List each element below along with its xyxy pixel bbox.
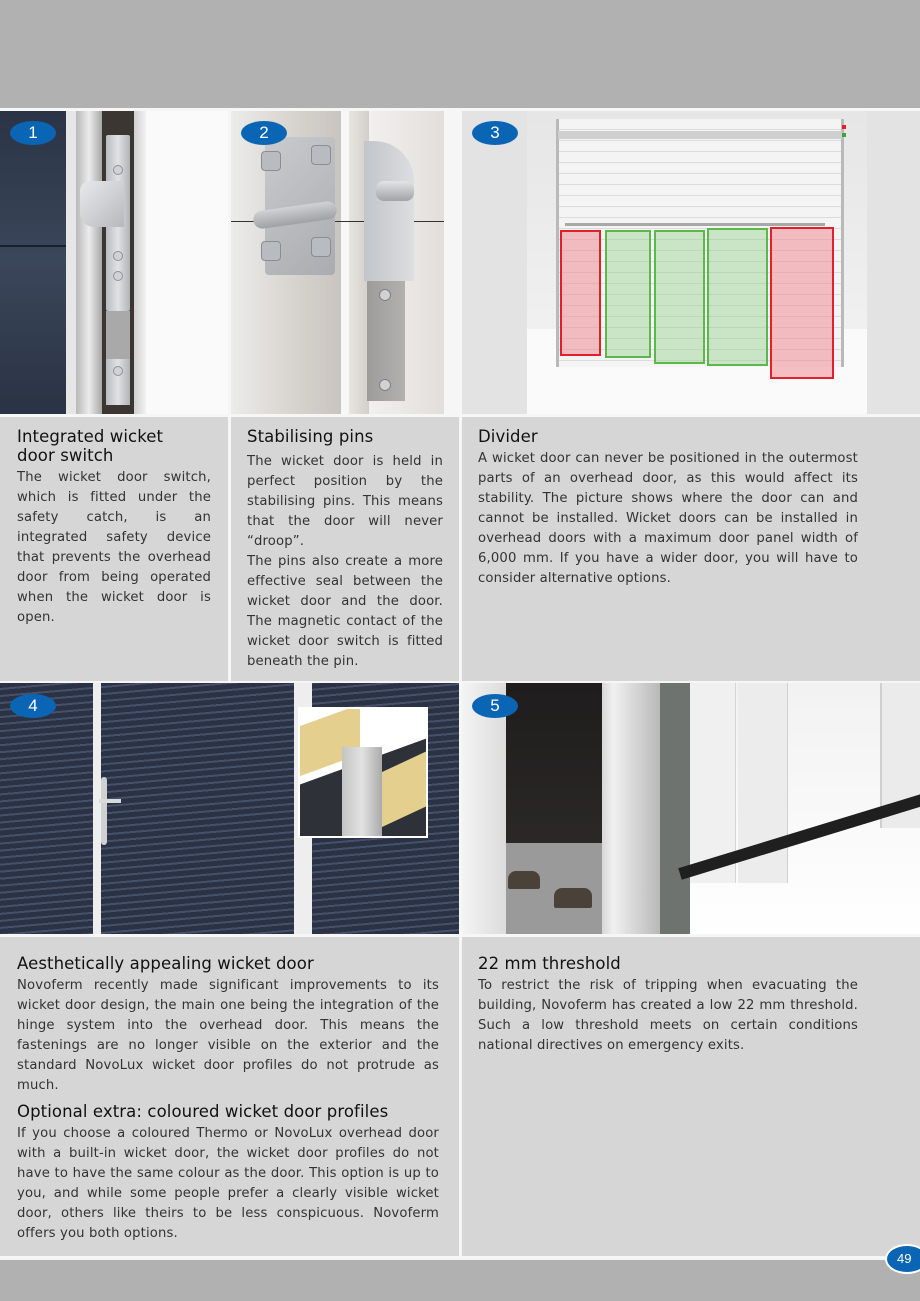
feature-4-body: Novoferm recently made significant improvements to its wicket door design, the main one being the integration of the hinge system into the overhead door. This means the fastenings are no longer visible on the exterior and the standard NovoLux wicket door profiles do not protrude as much.	[17, 978, 439, 1093]
shoe-left	[508, 871, 540, 889]
frame-profile	[76, 111, 102, 414]
feature-3-body: A wicket door can never be positioned in the outermost parts of an overhead door, as this would affect its stability. The picture shows where the door can and cannot be installed. Wicket doors can be installed in overhead doors with a maximum door panel width of 6,000 mm. If you have a wider door, you will have to consider alternative options.	[478, 451, 858, 586]
badge-1: 1	[10, 121, 56, 145]
feature-2-text	[231, 417, 459, 681]
feature-3-text	[462, 417, 920, 681]
feature-2-title: Stabilising pins	[247, 427, 374, 446]
door-handle	[99, 799, 121, 803]
bolt-icon	[261, 151, 281, 171]
feature-4-title: Aesthetically appealing wicket door	[17, 954, 314, 973]
frame-edge	[341, 111, 349, 414]
background-room	[660, 683, 690, 934]
bolt-icon	[311, 237, 331, 257]
frame-edge	[66, 111, 76, 414]
doorway-photo	[462, 683, 690, 934]
feature-3-title: Divider	[478, 427, 538, 446]
badge-4: 4	[10, 694, 56, 718]
frame-edge	[134, 111, 146, 414]
inset-profile	[342, 747, 382, 838]
dark-door-panel	[0, 111, 66, 414]
panel-seam	[0, 245, 74, 247]
badge-2: 2	[241, 121, 287, 145]
allowed-zone	[654, 230, 705, 364]
badge-3: 3	[472, 121, 518, 145]
screw-icon	[113, 366, 123, 376]
image-threshold	[462, 683, 920, 934]
door-handle-plate	[101, 777, 107, 845]
allowed-zone-with-wicket	[707, 228, 768, 366]
feature-4-text	[0, 937, 459, 1256]
wicket-frame-left	[93, 683, 101, 934]
screw-icon	[113, 251, 123, 261]
switch-block	[106, 311, 130, 359]
feature-2-body: The wicket door is held in perfect position by the stabilising pins. This means that the door will never “droop”.	[247, 454, 443, 549]
feature-1-text	[0, 417, 228, 681]
allowed-zone	[605, 230, 651, 358]
feature-1-body: The wicket door switch, which is fitted under the safety catch, is an integrated safety device that prevents the overhead door from being operated when the wicket door is open.	[17, 470, 211, 625]
top-band	[0, 0, 920, 108]
image-aesthetic-door	[0, 683, 459, 934]
feature-5-text	[462, 937, 920, 1256]
divider-rail	[565, 223, 825, 226]
image-stabilising-pins	[231, 111, 444, 414]
screw-icon	[379, 289, 391, 301]
image-divider	[462, 111, 920, 414]
feature-5-body: To restrict the risk of tripping when evacuating the building, Novoferm has created a low 22 mm threshold. Such a low threshold meets on certain conditions national directives on emergency exits.	[478, 978, 858, 1053]
status-light-red	[842, 125, 846, 129]
bolt-icon	[261, 241, 281, 261]
bolt-icon	[311, 145, 331, 165]
screw-icon	[113, 165, 123, 175]
shoe-right	[554, 888, 592, 908]
bottom-band	[0, 1258, 920, 1301]
image-wicket-switch	[0, 111, 228, 414]
threshold-photo	[690, 683, 920, 934]
feature-5-title: 22 mm threshold	[478, 954, 621, 973]
forbidden-zone-left	[560, 230, 601, 356]
feature-1-title: Integrated wicket door switch	[17, 427, 164, 465]
feature-4-body-2: If you choose a coloured Thermo or NovoLux overhead door with a built-in wicket door, the wicket door profiles do not have to have the same colour as the door. This option is up to you, and while some people prefer a clearly visible wicket door, others like theirs to be less conspicuous. Novoferm offers you both options.	[17, 1126, 439, 1241]
screw-icon	[113, 271, 123, 281]
door-frame-left	[462, 683, 506, 934]
top-rail	[558, 131, 842, 139]
magnet-contact	[376, 181, 414, 201]
feature-2-body-2: The pins also create a more effective seal between the wicket door and the door. The magnetic contact of the wicket door switch is fitted beneath the pin.	[247, 554, 443, 669]
badge-5: 5	[472, 694, 518, 718]
profile-inset	[298, 707, 428, 838]
open-wicket-door	[602, 683, 660, 934]
page-number: 49	[885, 1244, 920, 1274]
forbidden-zone-right	[770, 227, 834, 379]
screw-icon	[379, 379, 391, 391]
safety-catch	[80, 181, 124, 227]
pin-receiver-plate	[364, 141, 414, 281]
feature-4-subtitle: Optional extra: coloured wicket door profiles	[17, 1102, 389, 1121]
status-light-green	[842, 133, 846, 137]
